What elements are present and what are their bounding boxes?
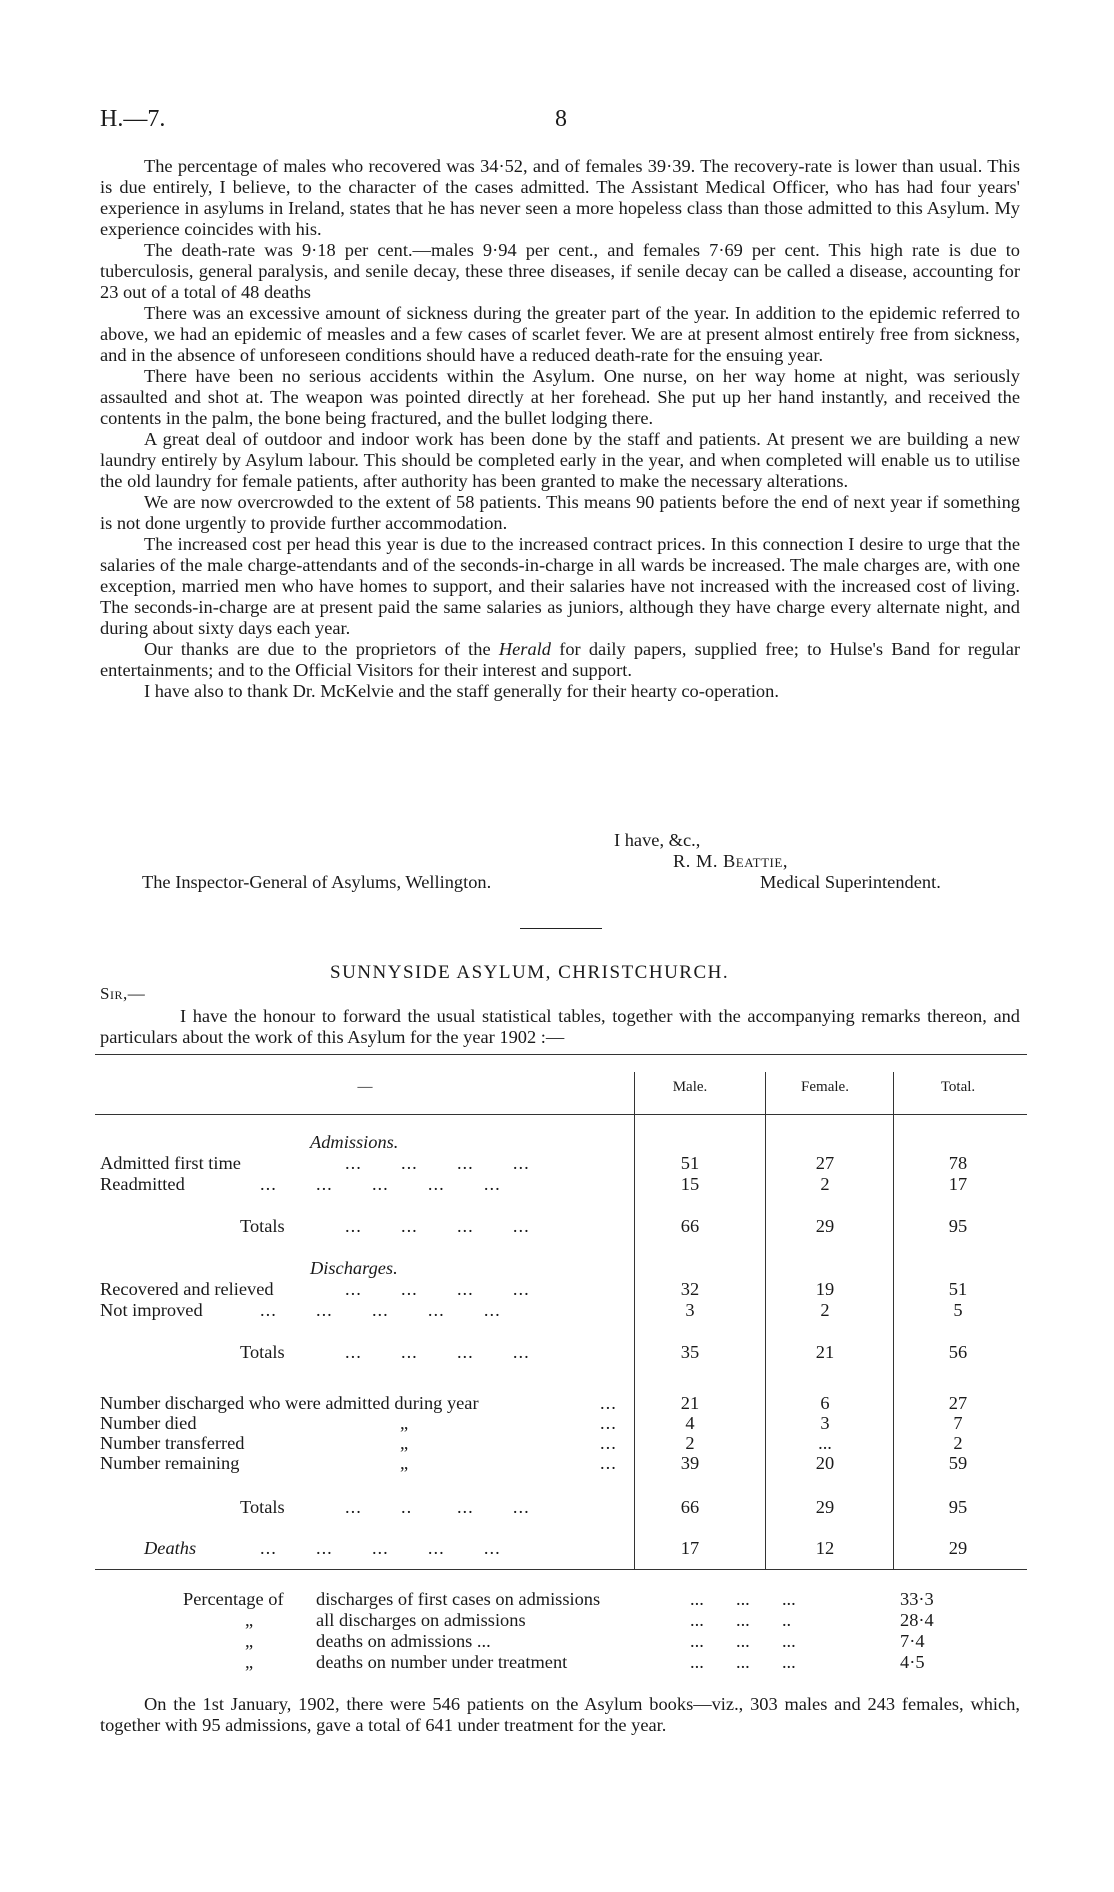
cell-female: 2 [820, 1174, 830, 1194]
leader-dots: ... [600, 1413, 617, 1433]
cell-male: 4 [685, 1413, 695, 1433]
section-title: SUNNYSIDE ASYLUM, CHRISTCHURCH. [330, 962, 730, 983]
header-blank: — [357, 1079, 373, 1095]
pct-value: 28·4 [900, 1610, 934, 1630]
header-male: Male. [672, 1079, 708, 1095]
pct-label: deaths on number under treatment [316, 1652, 568, 1672]
leader-dots: ... ... ... ... [345, 1153, 530, 1173]
final-paragraph [100, 1694, 1020, 1736]
row-label: Not improved [100, 1300, 203, 1320]
table-row [100, 1153, 1020, 1174]
thanks-before: Our thanks are due to the proprietors of the [144, 639, 499, 659]
leader-dots: ... ... ... ... ... [260, 1300, 501, 1320]
table-row [100, 1300, 1020, 1321]
pct-label: discharges of first cases on admissions [316, 1589, 601, 1609]
intro-text: I have the honour to forward the usual statistical tables, together with the accompanying remarks thereon, and particulars about the work of this Asylum for the year 1902 :— [100, 1006, 1020, 1047]
row-label: Deaths [144, 1538, 197, 1558]
row-label: Recovered and relieved [100, 1279, 274, 1299]
table-row [100, 1497, 1020, 1518]
cell-male: 15 [680, 1174, 700, 1194]
report-body [100, 156, 1020, 702]
row-label: Number died [100, 1413, 197, 1433]
ditto-mark: „ [400, 1413, 410, 1433]
pct-value: 33·3 [900, 1589, 934, 1609]
signature-title: Medical Superintendent. [760, 872, 941, 892]
pct-prefix: „ [245, 1610, 254, 1630]
page-number: 8 [555, 106, 567, 132]
cell-total: 95 [948, 1497, 968, 1517]
table-row [100, 1453, 1020, 1474]
cell-male: 66 [680, 1497, 700, 1517]
table-row [100, 1538, 1020, 1559]
leader-dots: ... [600, 1393, 617, 1413]
cell-female: 6 [820, 1393, 830, 1413]
header-female: Female. [801, 1079, 849, 1095]
table-bottom-rule [95, 1569, 1027, 1570]
pct-label: all discharges on admissions [316, 1610, 526, 1630]
leader-dots: ... ... ... ... [345, 1279, 530, 1299]
cell-male: 21 [680, 1393, 700, 1413]
cell-total: 59 [948, 1453, 968, 1473]
leader-dots: ... ... .. [690, 1610, 792, 1630]
cell-total: 29 [948, 1538, 968, 1558]
leader-dots: ... .. ... ... [345, 1497, 530, 1517]
salutation: Sir,— [100, 984, 146, 1003]
leader-dots: ... ... ... [690, 1631, 796, 1651]
cell-female: 2 [820, 1300, 830, 1320]
table-row [100, 1174, 1020, 1195]
paragraph-accidents: There have been no serious accidents within the Asylum. One nurse, on her way home at night, was seriously assaulted and shot at. The weapon was pointed directly at her forehead. She put up her hand instantly, and received the contents in the palm, the bone being fractured, and the bullet lodging there. [100, 366, 1020, 428]
table-row [100, 1433, 1020, 1454]
paragraph-thanks [100, 639, 1020, 681]
pct-prefix: „ [245, 1631, 254, 1651]
leader-dots: ... ... ... ... [345, 1216, 530, 1236]
cell-total: 95 [948, 1216, 968, 1236]
table-header-rule [95, 1114, 1027, 1115]
signature-closing: I have, &c., [614, 830, 701, 850]
cell-male: 39 [680, 1453, 700, 1473]
cell-female: 20 [815, 1453, 835, 1473]
pct-value: 7·4 [900, 1631, 925, 1651]
cell-male: 2 [685, 1433, 695, 1453]
table-row [100, 1216, 1020, 1237]
cell-male: 35 [680, 1342, 700, 1362]
paragraph-costs: The increased cost per head this year is due to the increased contract prices. In this connection I desire to urge that the salaries of the male charge-attendants and of the seconds-in-charge in all wards be increased. The male charges are, with one exception, married men who have homes to support, and their salaries have not increased with the increased cost of living. The seconds-in-charge are at present paid the same salaries as juniors, although they have charge every alternate night, and during about sixty days each year. [100, 534, 1020, 638]
row-label: Totals [240, 1216, 285, 1236]
row-label: Number remaining [100, 1453, 240, 1473]
thanks-paper: Herald [498, 639, 551, 659]
paragraph-death-rate: The death-rate was 9·18 per cent.—males 9·94 per cent., and females 7·69 per cent. This high rate is due to tuberculosis, general paralysis, and senile decay, these three diseases, if senile decay can be called a disease, accounting for 23 out of a total of 48 deaths [100, 240, 1020, 302]
section-intro [100, 1006, 1020, 1048]
paragraph-sickness: There was an excessive amount of sickness during the greater part of the year. In addition to the epidemic referred to above, we had an epidemic of measles and a few cases of scarlet fever. We are at present almost entirely free from sickness, and in the absence of unforeseen conditions should have a reduced death-rate for the ensuing year. [100, 303, 1020, 365]
cell-female: 21 [815, 1342, 835, 1362]
ditto-mark: „ [400, 1433, 410, 1453]
admissions-heading: Admissions. [310, 1132, 399, 1152]
cell-total: 7 [953, 1413, 963, 1433]
pct-label: deaths on admissions ... [316, 1631, 491, 1651]
cell-total: 17 [948, 1174, 968, 1194]
signature-name: R. M. Beattie, [673, 851, 788, 871]
page-reference: H.—7. [100, 106, 166, 132]
leader-dots: ... [600, 1453, 617, 1473]
row-label: Number discharged who were admitted during year [100, 1393, 479, 1413]
row-label: Totals [240, 1497, 285, 1517]
cell-total: 56 [948, 1342, 968, 1362]
ditto-mark: „ [400, 1453, 410, 1473]
section-divider [520, 928, 602, 929]
thanks-after: for daily papers, supplied free; to Hulse's Band for regular entertainments; and to the Official Visitors for their interest and support. [100, 639, 1021, 680]
leader-dots: ... ... ... ... [345, 1342, 530, 1362]
table-row [100, 1342, 1020, 1363]
pct-prefix: Percentage of [183, 1589, 284, 1609]
cell-female: ... [818, 1433, 832, 1453]
paragraph-work: A great deal of outdoor and indoor work has been done by the staff and patients. At present we are building a new laundry entirely by Asylum labour. This should be completed early in the year, and when completed will enable us to utilise the old laundry for female patients, after authority has been granted to make the necessary alterations. [100, 429, 1020, 491]
leader-dots: ... ... ... ... ... [260, 1538, 501, 1558]
cell-male: 51 [680, 1153, 700, 1173]
cell-female: 29 [815, 1216, 835, 1236]
table-row [100, 1413, 1020, 1434]
cell-male: 32 [680, 1279, 700, 1299]
cell-total: 27 [948, 1393, 968, 1413]
discharges-heading: Discharges. [310, 1258, 398, 1278]
table-row [100, 1279, 1020, 1300]
paragraph-thanks-staff: I have also to thank Dr. McKelvie and the staff generally for their hearty co-operation. [144, 681, 779, 701]
row-label: Number transferred [100, 1433, 245, 1453]
cell-total: 5 [953, 1300, 963, 1320]
table-top-rule [95, 1054, 1027, 1055]
paragraph-recovery: The percentage of males who recovered was 34·52, and of females 39·39. The recovery-rate is lower than usual. This is due entirely, I believe, to the character of the cases admitted. The Assistant Medical Officer, who has had four years' experience in asylums in Ireland, states that he has never seen a more hopeless class than those admitted to this Asylum. My experience coincides with his. [100, 156, 1020, 239]
table-row [100, 1393, 1020, 1414]
leader-dots: ... [600, 1433, 617, 1453]
row-label: Totals [240, 1342, 285, 1362]
cell-male: 66 [680, 1216, 700, 1236]
signature-addressee: The Inspector-General of Asylums, Wellington. [142, 872, 492, 892]
pct-value: 4·5 [900, 1652, 925, 1672]
header-total: Total. [940, 1079, 976, 1095]
leader-dots: ... ... ... [690, 1652, 796, 1672]
cell-female: 27 [815, 1153, 835, 1173]
paragraph-overcrowding: We are now overcrowded to the extent of 58 patients. This means 90 patients before the end of next year if something is not done urgently to provide further accommodation. [100, 492, 1020, 533]
cell-male: 17 [680, 1538, 700, 1558]
row-label: Readmitted [100, 1174, 185, 1194]
cell-female: 19 [815, 1279, 835, 1299]
cell-total: 78 [948, 1153, 968, 1173]
cell-total: 51 [948, 1279, 968, 1299]
leader-dots: ... ... ... ... ... [260, 1174, 501, 1194]
leader-dots: ... ... ... [690, 1589, 796, 1609]
final-text: On the 1st January, 1902, there were 546 patients on the Asylum books—viz., 303 males and 243 females, which, together with 95 admissions, gave a total of 641 under treatment for the year. [100, 1694, 1020, 1735]
cell-female: 12 [815, 1538, 835, 1558]
cell-male: 3 [685, 1300, 695, 1320]
cell-female: 3 [820, 1413, 830, 1433]
pct-prefix: „ [245, 1652, 254, 1672]
row-label: Admitted first time [100, 1153, 241, 1173]
cell-female: 29 [815, 1497, 835, 1517]
cell-total: 2 [953, 1433, 963, 1453]
